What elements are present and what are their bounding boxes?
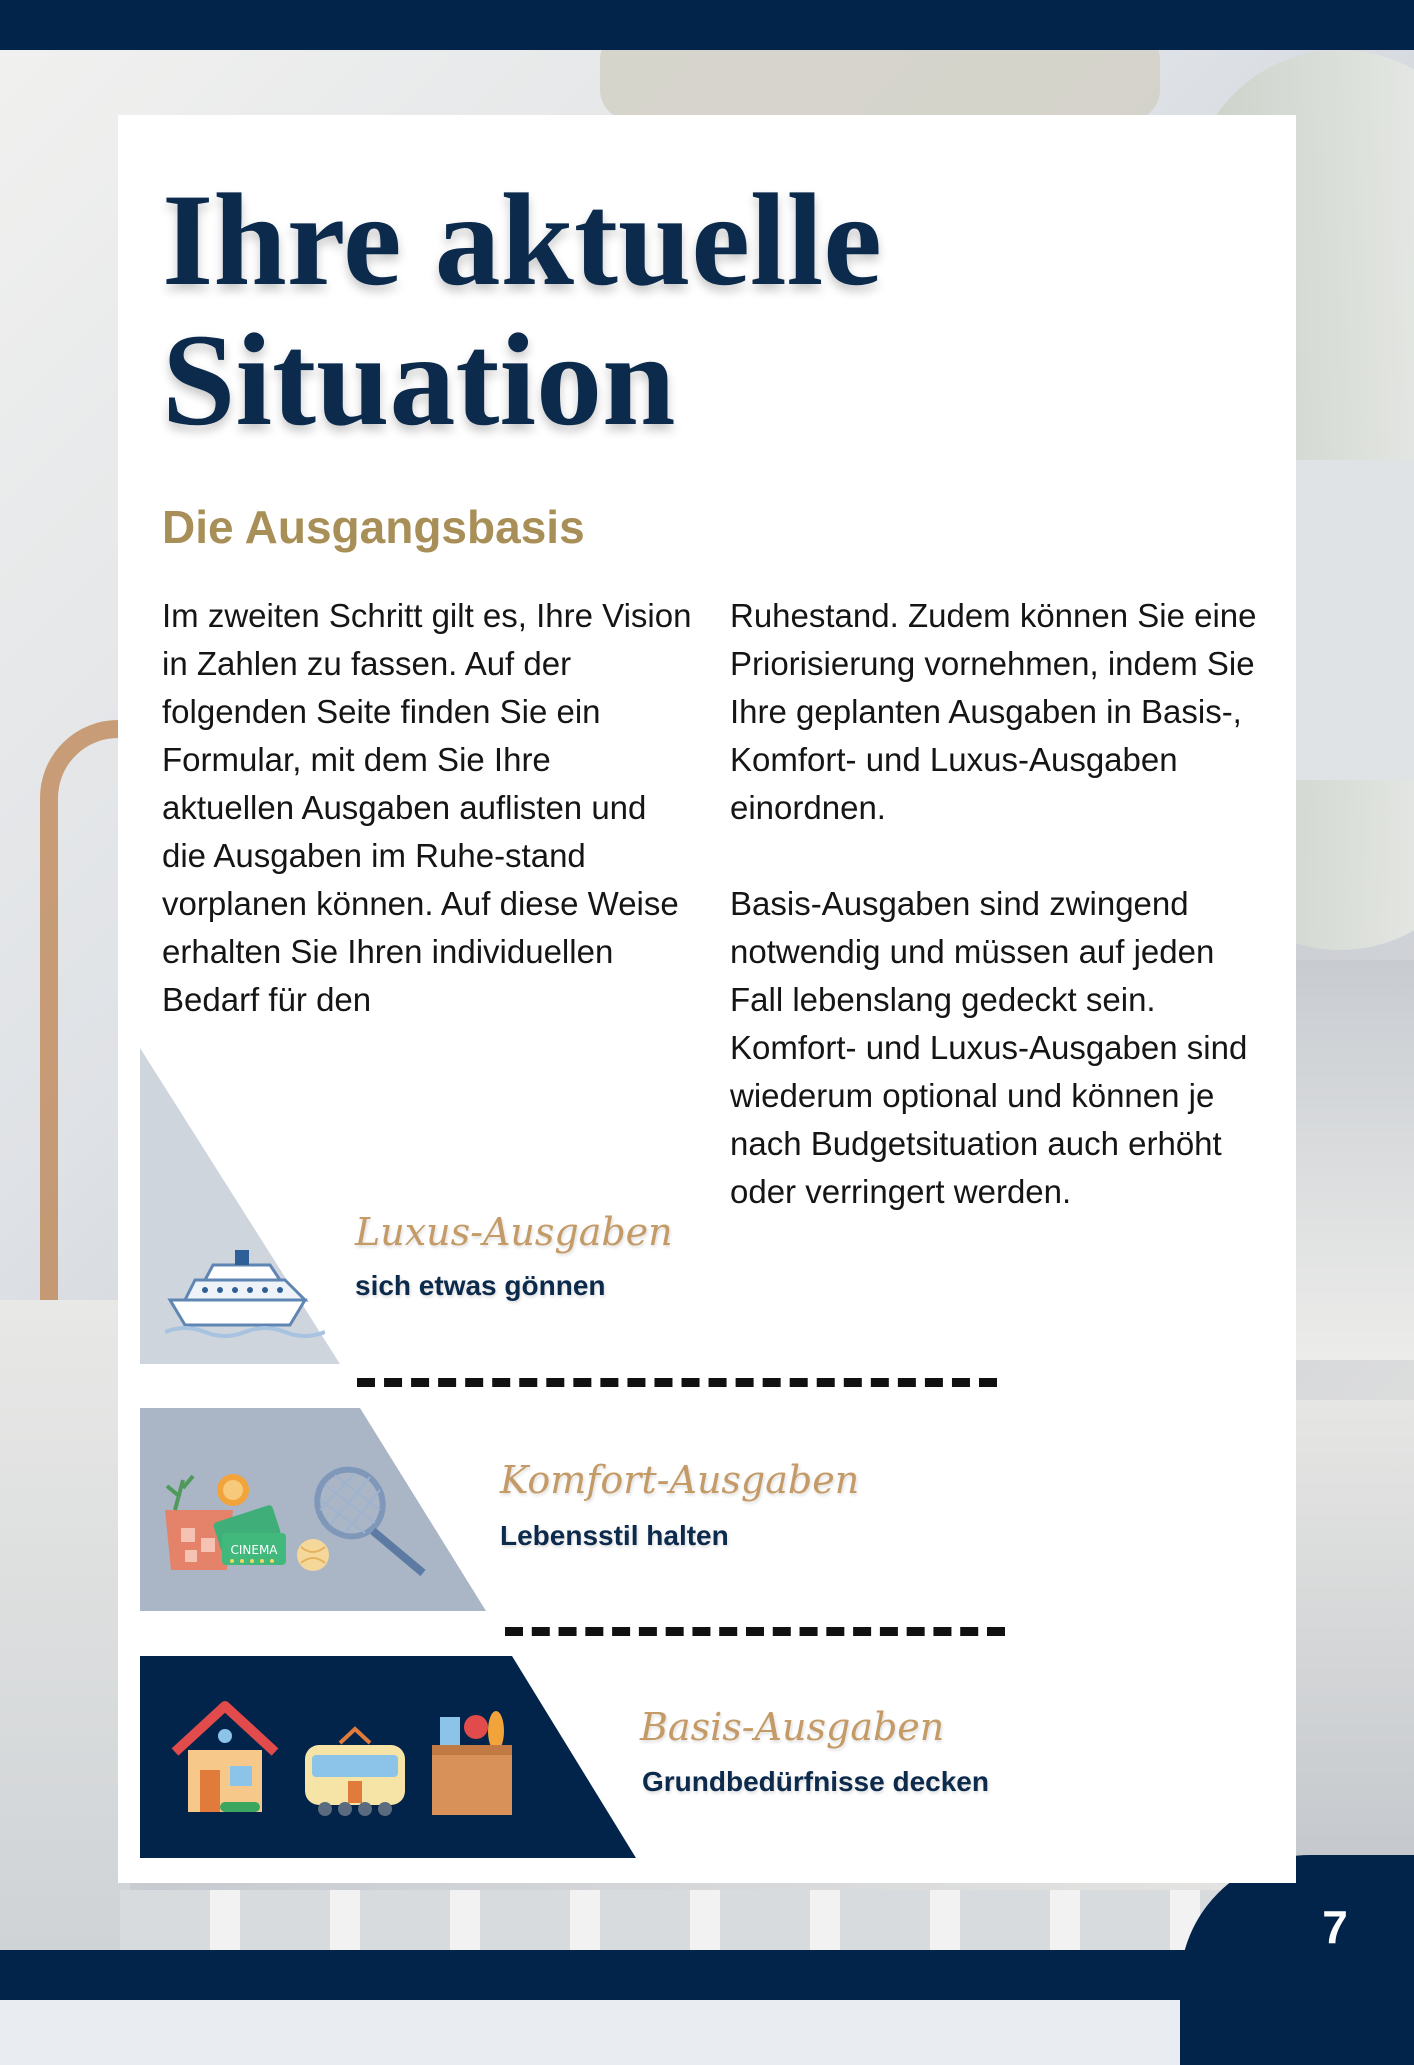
cinema-tickets-icon bbox=[210, 1505, 290, 1575]
top-bar bbox=[0, 0, 1414, 50]
page-title-line-1: Ihre aktuelle bbox=[162, 166, 882, 313]
tennis-icon bbox=[295, 1465, 435, 1580]
tier-luxus-subtitle: sich etwas gönnen bbox=[355, 1270, 606, 1301]
section-subtitle: Die Ausgangsbasis bbox=[162, 501, 585, 553]
tier-divider-2 bbox=[505, 1627, 1005, 1636]
tram-icon bbox=[300, 1725, 410, 1820]
intro-paragraph: Im zweiten Schritt gilt es, Ihre Vision in Zahlen zu fassen. Auf der folgenden Seite finden Sie ein Formular, mit dem Sie Ihre aktuellen Ausgaben auflisten und die Ausgaben im Ruhe-stand vorplanen können. Auf diese Weise erhalten Sie Ihren individuellen Bedarf für den bbox=[162, 597, 692, 1018]
page-title bbox=[162, 166, 882, 453]
page-number: 7 bbox=[1322, 1901, 1348, 1953]
page-title-line-2: Situation bbox=[162, 306, 676, 453]
priorisierung-paragraph: Ruhestand. Zudem können Sie eine Priorisierung vornehmen, indem Sie Ihre geplanten Ausgaben in Basis-, Komfort- und Luxus-Ausgaben einordnen. bbox=[730, 597, 1257, 826]
tier-komfort-subtitle: Lebensstil halten bbox=[500, 1520, 729, 1551]
svg-text:CINEMA: CINEMA bbox=[230, 1543, 278, 1557]
grocery-bag-icon bbox=[430, 1705, 515, 1817]
ausgaben-paragraph: Basis-Ausgaben sind zwingend notwendig und müssen auf jeden Fall lebenslang gedeckt sein. Komfort- und Luxus-Ausgaben sind wiederum optional und können je nach Budgetsituation auch erhöht oder verringert werden. bbox=[730, 885, 1248, 1210]
house-icon bbox=[170, 1700, 280, 1815]
cruise-ship-icon bbox=[165, 1240, 325, 1340]
tier-basis-title: Basis-Ausgaben bbox=[640, 1705, 945, 1749]
tier-komfort-title: Komfort-Ausgaben bbox=[500, 1458, 860, 1502]
text-column-right bbox=[730, 592, 1270, 1216]
tier-divider-1 bbox=[357, 1378, 997, 1387]
text-column-left bbox=[162, 592, 692, 1024]
tier-luxus-title: Luxus-Ausgaben bbox=[355, 1210, 673, 1254]
tier-basis-subtitle: Grundbedürfnisse decken bbox=[642, 1766, 989, 1797]
